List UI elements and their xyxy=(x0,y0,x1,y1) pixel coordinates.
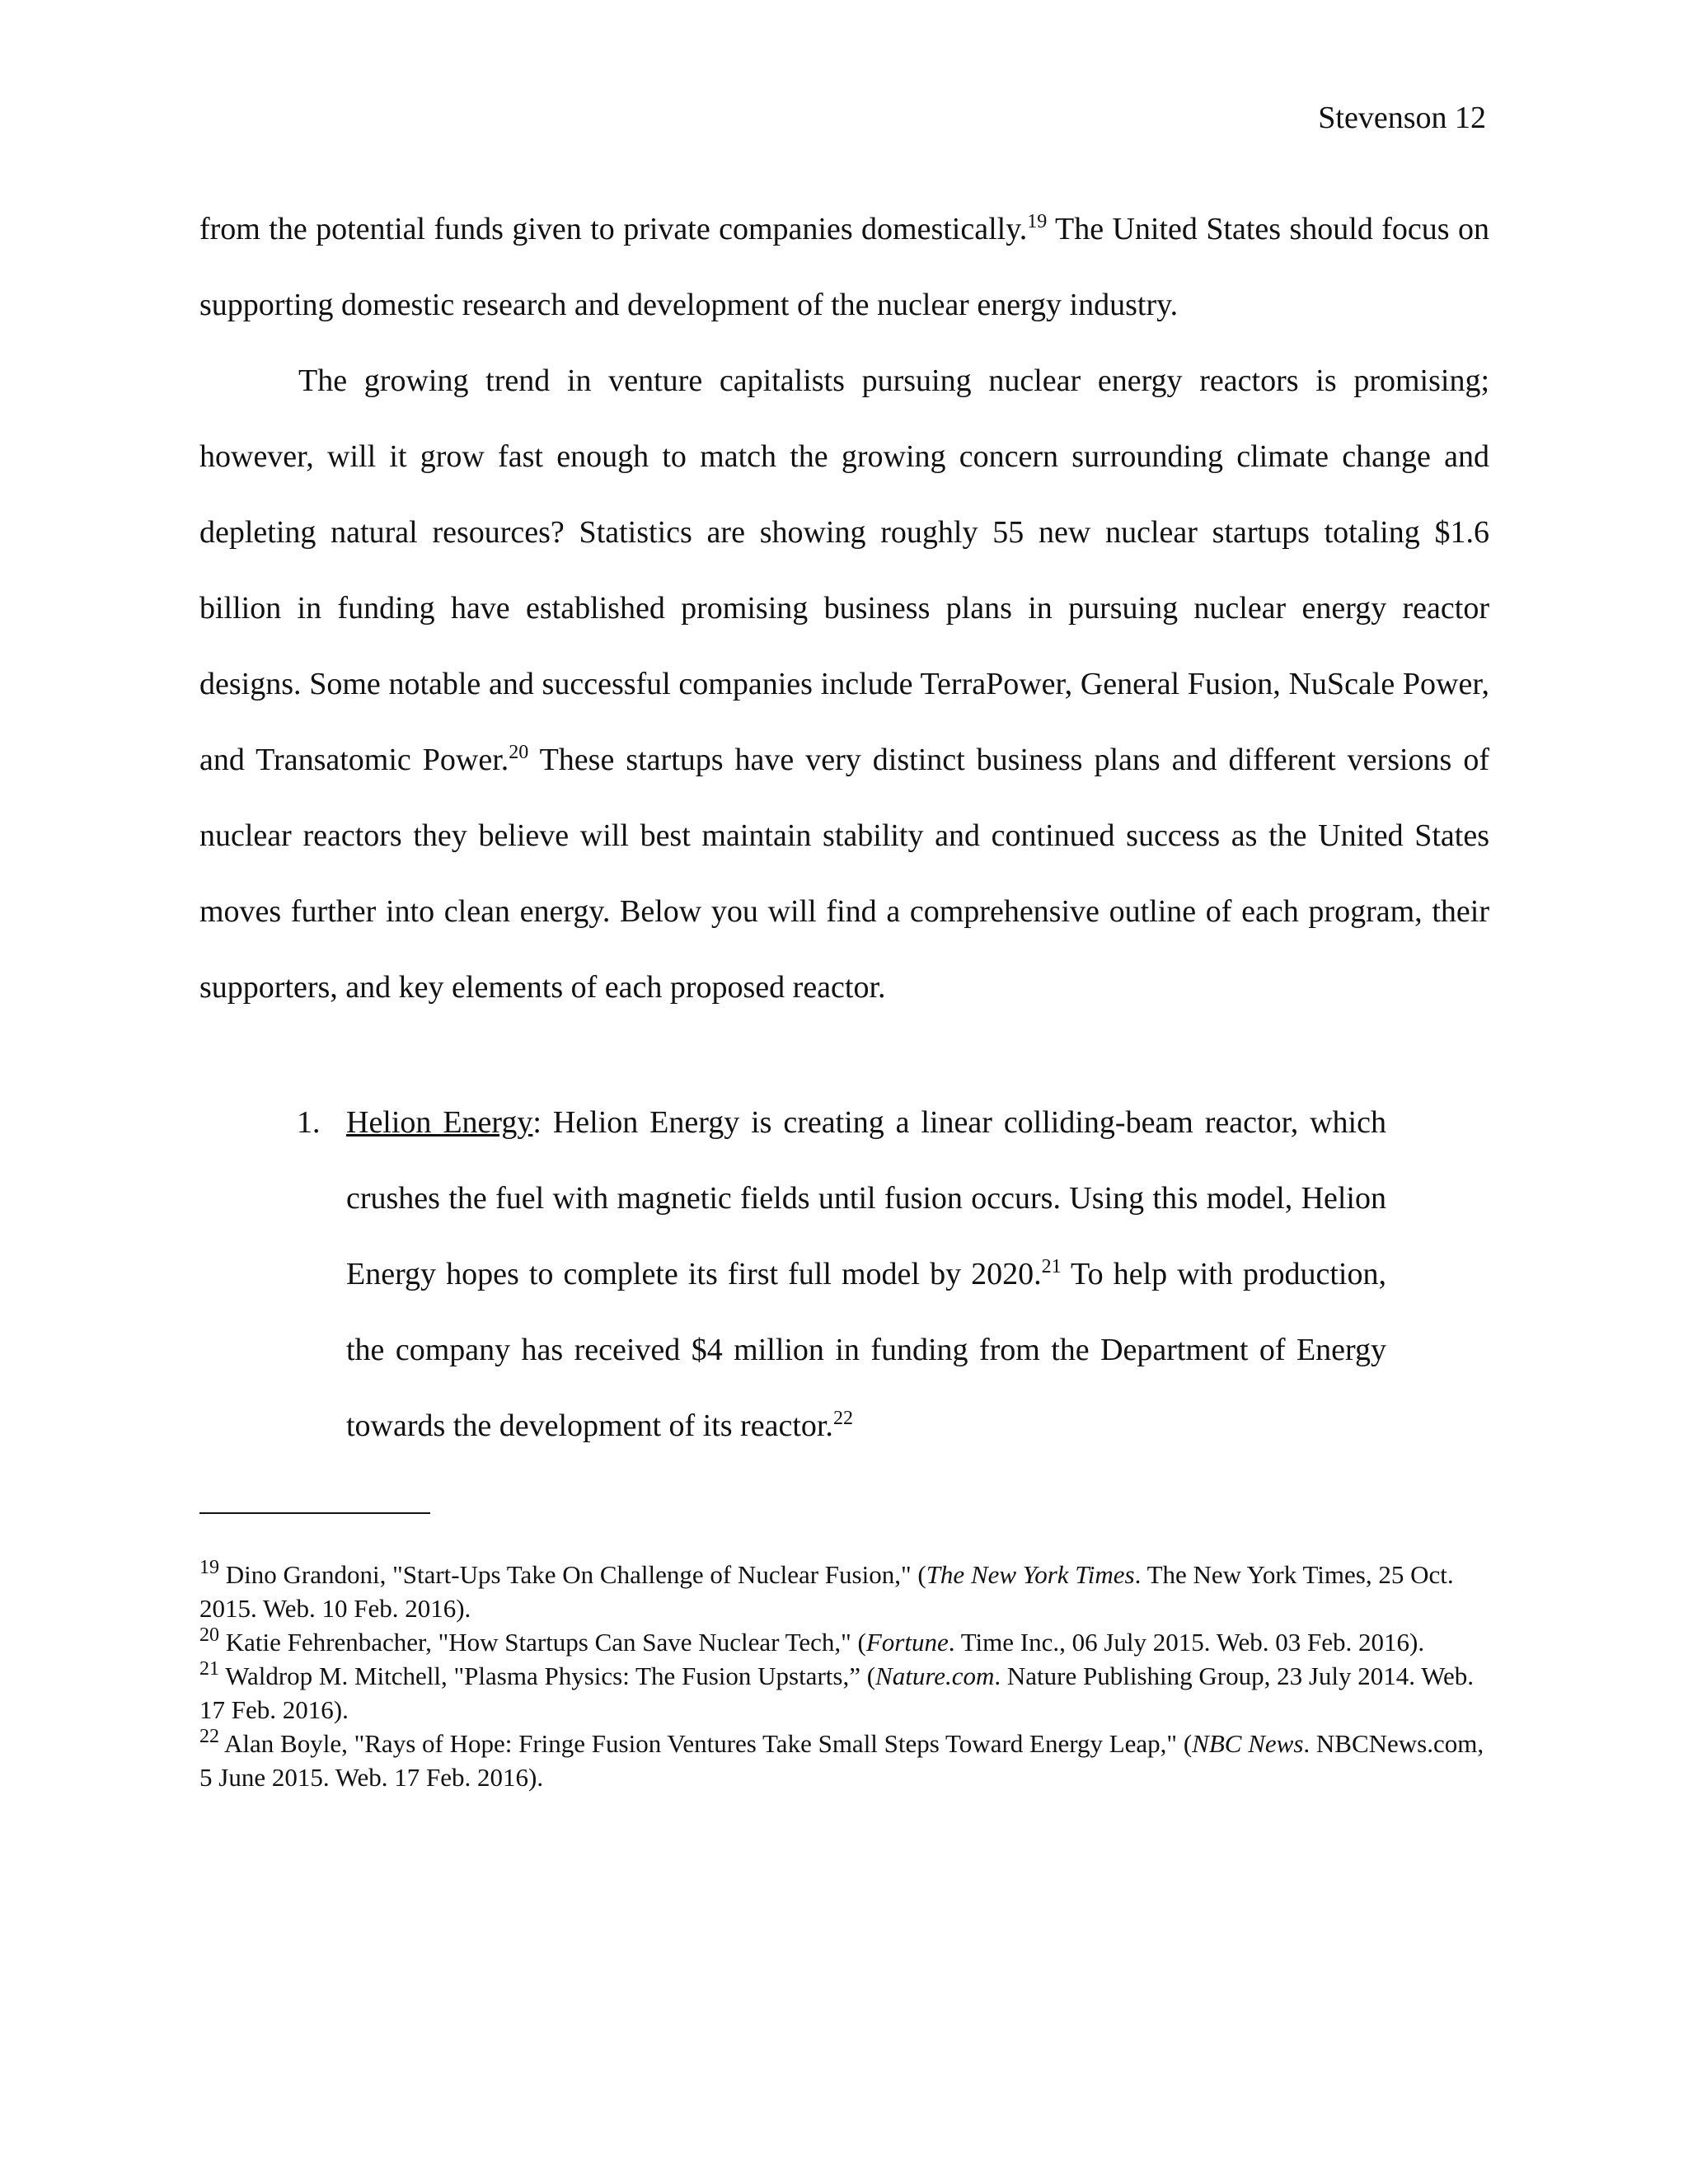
list-item-title: Helion Energy xyxy=(346,1105,533,1140)
footnote-19 xyxy=(199,1558,1489,1625)
list-item-text-continued: To help with production, the company has received $4 million in funding from the Department of Energy towards the development of its reactor. xyxy=(346,1257,1386,1443)
body-text xyxy=(199,191,1489,1025)
numbered-list xyxy=(297,1085,1386,1464)
footnote-text-continued: . The New York Times, 25 Oct. 2015. Web. 10 Feb. 2016). xyxy=(199,1560,1454,1623)
footnote-source: NBC News xyxy=(1192,1729,1304,1758)
footnote-text-continued: . Nature Publishing Group, 23 July 2014. Web. 17 Feb. 2016). xyxy=(199,1661,1474,1724)
footnote-text-continued: . Time Inc., 06 July 2015. Web. 03 Feb. 2016). xyxy=(948,1628,1425,1657)
footnote-text: Katie Fehrenbacher, "How Startups Can Save Nuclear Tech," ( xyxy=(219,1628,866,1657)
footnote-text-continued: . NBCNews.com, 5 June 2015. Web. 17 Feb. 2016). xyxy=(199,1729,1484,1792)
footnote-number: 19 xyxy=(199,1557,219,1578)
footnote-separator xyxy=(199,1512,430,1514)
footnote-number: 20 xyxy=(199,1624,219,1646)
footnote-21 xyxy=(199,1659,1489,1727)
footnote-ref-19[interactable]: 19 xyxy=(1027,211,1048,232)
footnote-number: 22 xyxy=(199,1726,219,1747)
footnote-text: Alan Boyle, "Rays of Hope: Fringe Fusion Ventures Take Small Steps Toward Energy Leap," ( xyxy=(219,1729,1193,1758)
footnote-text: Waldrop M. Mitchell, "Plasma Physics: The Fusion Upstarts,” ( xyxy=(219,1661,876,1690)
footnote-ref-20[interactable]: 20 xyxy=(509,742,529,763)
footnote-20 xyxy=(199,1625,1489,1659)
paragraph-1-text-continued: The United States should focus on supporting domestic research and development of the nuclear energy industry. xyxy=(199,212,1490,322)
list-item-helion-energy xyxy=(297,1085,1386,1464)
footnote-text: Dino Grandoni, "Start-Ups Take On Challenge of Nuclear Fusion," ( xyxy=(219,1560,926,1589)
paragraph-2-text: The growing trend in venture capitalists pursuing nuclear energy reactors is promising; however, will it grow fast enough to match the growing concern surrounding climate change and depleting natural resources? Statistics are showing roughly 55 new nuclear startups totaling $1.6 billion in funding have established promising business plans in pursuing nuclear energy reactor designs. Some notable and successful companies include TerraPower, General Fusion, NuScale Power, and Transatomic Power. xyxy=(199,363,1489,777)
paragraph-2 xyxy=(199,343,1489,1025)
footnote-ref-21[interactable]: 21 xyxy=(1041,1256,1062,1277)
paragraph-1-text: from the potential funds given to private companies domestically. xyxy=(199,212,1028,246)
paragraph-1 xyxy=(199,191,1489,343)
footnotes xyxy=(199,1558,1489,1794)
footnote-source: The New York Times xyxy=(926,1560,1135,1589)
footnote-number: 21 xyxy=(199,1658,219,1680)
footnote-source: Nature.com xyxy=(875,1661,995,1690)
footnote-source: Fortune xyxy=(865,1628,949,1657)
list-item-number: 1. xyxy=(297,1105,321,1140)
running-head: Stevenson 12 xyxy=(1318,101,1486,135)
footnote-ref-22[interactable]: 22 xyxy=(832,1408,853,1429)
list-item-text: : Helion Energy is creating a linear colliding-beam reactor, which crushes the fuel with magnetic fields until fusion occurs. Using this model, Helion Energy hopes to complete its first full model by 2020. xyxy=(346,1105,1386,1291)
paragraph-2-text-continued: These startups have very distinct business plans and different versions of nuclear reactors they believe will best maintain stability and continued success as the United States moves further into clean energy. Below you will find a comprehensive outline of each program, their supporters, and key elements of each proposed reactor. xyxy=(199,743,1489,1005)
footnote-22 xyxy=(199,1727,1489,1794)
